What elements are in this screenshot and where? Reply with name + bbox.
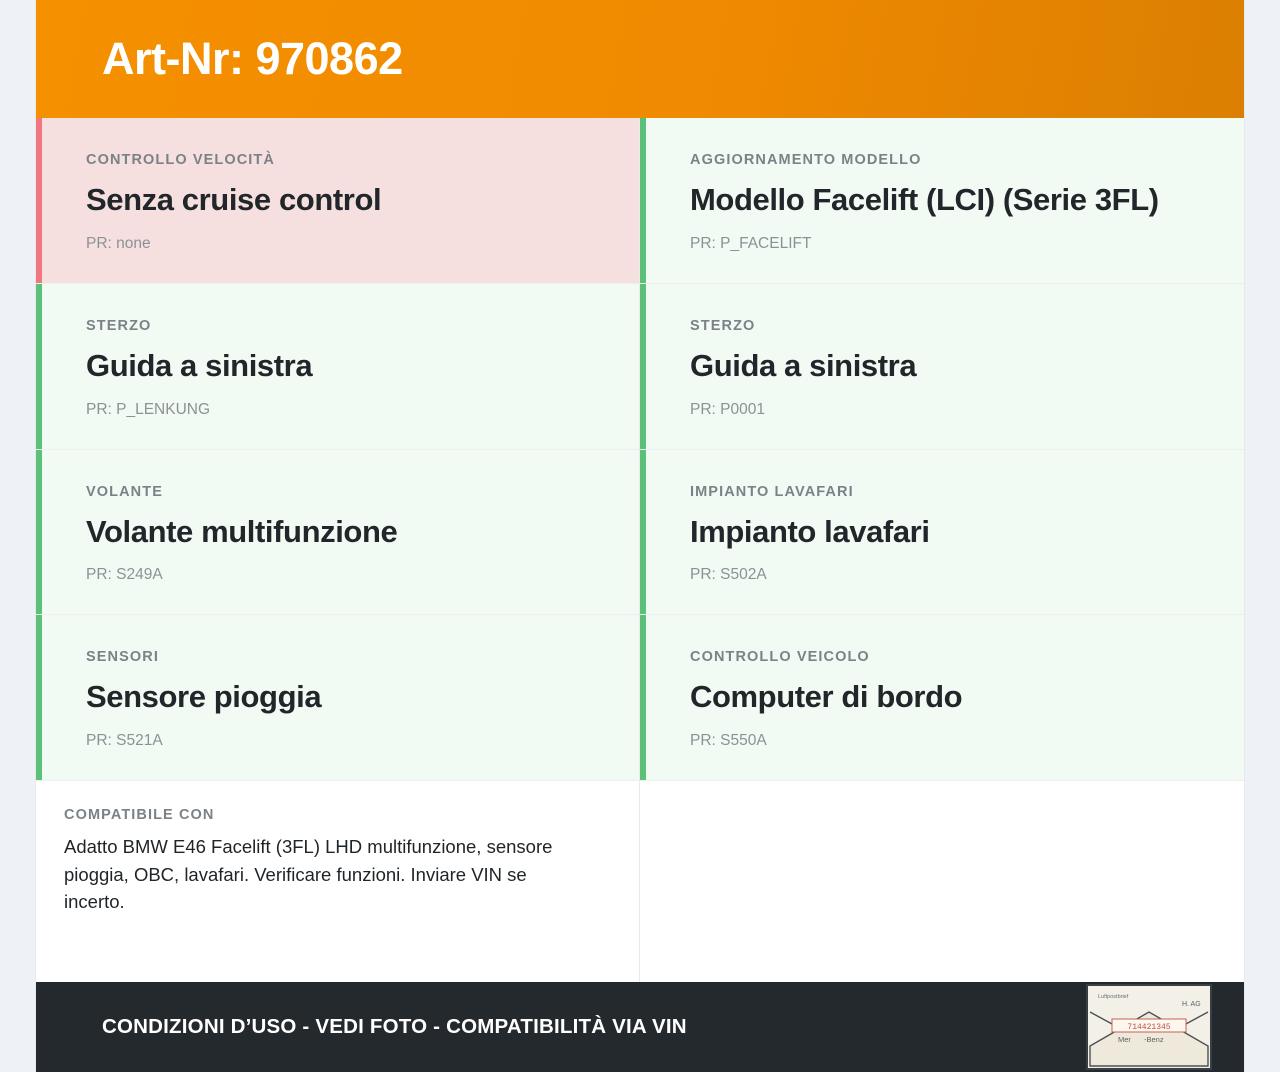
status-bar-positive — [640, 615, 646, 780]
spec-card-sensors — [36, 615, 639, 781]
spec-pr-code: PR: P_LENKUNG — [86, 400, 211, 418]
svg-text:Mer: Mer — [1118, 1035, 1131, 1044]
compatibility-label: COMPATIBILE CON — [64, 807, 215, 824]
spec-category: STERZO — [86, 317, 152, 334]
status-bar-positive — [640, 450, 646, 615]
svg-text:-Benz: -Benz — [1144, 1035, 1164, 1044]
page-title: Art-Nr: 970862 — [102, 33, 403, 84]
spec-card-steering-wheel — [36, 450, 639, 616]
spec-value: Impianto lavafari — [690, 513, 930, 549]
compatibility-text: Adatto BMW E46 Facelift (3FL) LHD multifunzione, sensore pioggia, OBC, lavafari. Verificare funzioni. Inviare VIN se incerto. — [64, 836, 553, 912]
spec-card-headlight-washer — [640, 450, 1244, 616]
spec-value: Computer di bordo — [690, 679, 963, 715]
spec-pr-code: PR: S249A — [86, 566, 163, 584]
svg-text:Luftpostbrief: Luftpostbrief — [1098, 994, 1129, 1000]
spec-pr-code: PR: S502A — [690, 566, 767, 584]
spec-columns — [36, 118, 1244, 982]
spec-category: SENSORI — [86, 649, 159, 666]
spec-pr-code: PR: S521A — [86, 732, 163, 750]
spec-value: Modello Facelift (LCI) (Serie 3FL) — [690, 182, 1159, 217]
footer-bar — [36, 982, 1244, 1072]
right-column-spacer — [640, 781, 1244, 982]
spec-category: AGGIORNAMENTO MODELLO — [690, 152, 922, 168]
spec-value: Guida a sinistra — [86, 347, 313, 383]
header-banner — [36, 0, 1244, 118]
spec-category: CONTROLLO VEICOLO — [690, 649, 870, 666]
right-column — [640, 118, 1244, 982]
spec-card-model-update — [640, 118, 1244, 284]
status-bar-positive — [36, 284, 42, 449]
spec-pr-code: PR: P_FACELIFT — [690, 234, 812, 252]
status-bar-positive — [640, 284, 646, 449]
status-bar-negative — [36, 118, 42, 283]
spec-pr-code: PR: P0001 — [690, 400, 765, 418]
status-bar-positive — [36, 615, 42, 780]
listing-sheet — [36, 0, 1244, 1072]
spec-card-steering-right — [640, 284, 1244, 450]
spec-card-steering — [36, 284, 639, 450]
spec-category: STERZO — [690, 317, 756, 334]
svg-text:714421345: 714421345 — [1127, 1023, 1171, 1032]
spec-value: Volante multifunzione — [86, 513, 398, 549]
spec-category: IMPIANTO LAVAFARI — [690, 483, 854, 500]
spec-pr-code: PR: none — [86, 234, 151, 252]
envelope-stamp-icon — [1086, 984, 1212, 1070]
spec-value: Sensore pioggia — [86, 679, 322, 715]
spec-card-onboard-computer — [640, 615, 1244, 781]
status-bar-positive — [36, 450, 42, 615]
spec-category: VOLANTE — [86, 483, 163, 500]
spec-value: Guida a sinistra — [690, 347, 917, 383]
compatibility-block — [36, 781, 639, 945]
spec-pr-code: PR: S550A — [690, 732, 767, 750]
svg-text:H. AG: H. AG — [1182, 1001, 1201, 1008]
spec-category: CONTROLLO VELOCITÀ — [86, 152, 275, 168]
spec-value: Senza cruise control — [86, 182, 382, 217]
spec-card-cruise-control — [36, 118, 639, 284]
footer-conditions-text: CONDIZIONI D’USO - VEDI FOTO - COMPATIBILITÀ VIA VIN — [102, 1015, 687, 1038]
status-bar-positive — [640, 118, 646, 283]
left-column — [36, 118, 640, 982]
